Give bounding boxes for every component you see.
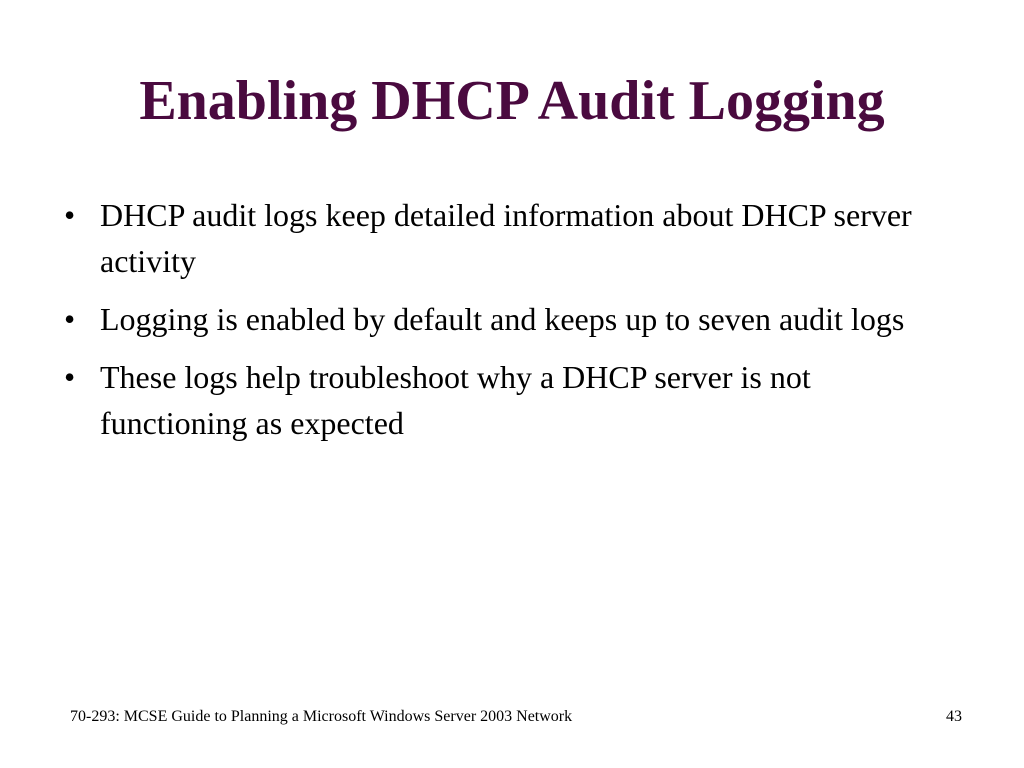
- page-number: 43: [946, 708, 962, 725]
- bullet-text: DHCP audit logs keep detailed information about DHCP server activity: [100, 197, 912, 279]
- bullet-list: [60, 192, 960, 458]
- bullet-marker: •: [64, 301, 76, 337]
- bullet-text: These logs help troubleshoot why a DHCP server is not functioning as expected: [100, 359, 811, 441]
- footer-course-title: 70-293: MCSE Guide to Planning a Microsoft Windows Server 2003 Network: [70, 708, 573, 725]
- bullet-marker: •: [64, 197, 76, 233]
- bullet-text: Logging is enabled by default and keeps up to seven audit logs: [100, 301, 905, 337]
- bullet-item: [60, 192, 960, 284]
- bullet-item: [60, 296, 960, 342]
- bullet-item: [60, 354, 960, 446]
- bullet-marker: •: [64, 359, 76, 395]
- slide-title: Enabling DHCP Audit Logging: [139, 70, 885, 132]
